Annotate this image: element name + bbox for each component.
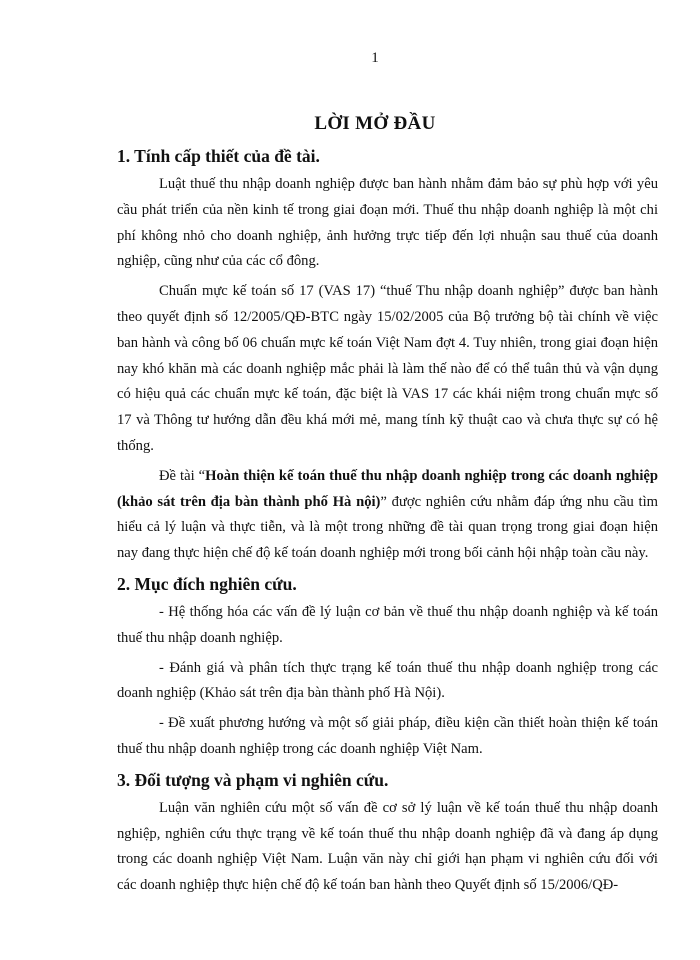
list-item: - Đề xuất phương hướng và một số giải pháp, điều kiện cần thiết hoàn thiện kế toán thuế thu nhập doanh nghiệp trong các doanh nghiệp Việt Nam. [117, 715, 658, 757]
section-heading-3: 3. Đối tượng và phạm vi nghiên cứu. [117, 769, 389, 790]
list-item: - Đánh giá và phân tích thực trạng kế toán thuế thu nhập doanh nghiệp trong các doanh nghiệp (Khảo sát trên địa bàn thành phố Hà Nội). [117, 659, 658, 702]
paragraph: Luận văn nghiên cứu một số vấn đề cơ sở lý luận về kế toán thuế thu nhập doanh nghiệp, nghiên cứu thực trạng về kế toán thuế thu nhập doanh nghiệp đã và đang áp dụng trong các doanh nghiệp Việt Nam. Luận văn này chỉ giới hạn phạm vi nghiên cứu đối với các doanh nghiệp thực hiện chế độ kế toán ban hành theo Quyết định số 15/2006/QĐ- [117, 799, 658, 894]
section-heading-2: 2. Mục đích nghiên cứu. [117, 573, 297, 594]
paragraph: Chuẩn mực kế toán số 17 (VAS 17) “thuế Thu nhập doanh nghiệp” được ban hành theo quyết định số 12/2005/QĐ-BTC ngày 15/02/2005 của Bộ trưởng bộ tài chính về việc ban hành và công bố 06 chuẩn mực kế toán Việt Nam đợt 4. Tuy nhiên, trong giai đoạn hiện nay khó khăn mà các doanh nghiệp mắc phải là làm thế nào để có thể tuân thủ và vận dụng có hiệu quả các chuẩn mực kế toán, đặc biệt là VAS 17 các khái niệm trong chuẩn mực số 17 và Thông tư hướng dẫn đều khá mới mẻ, mang tính kỹ thuật cao và chưa thực sự có hệ thống. [117, 283, 658, 454]
topic-title: Hoàn thiện kế toán thuế thu nhập doanh nghiệp trong các doanh nghiệp (khảo sát trên địa bàn thành phố Hà nội) [117, 467, 658, 510]
topic-prefix: Đề tài “ [159, 467, 206, 484]
topic-suffix: ” được nghiên cứu nhằm đáp ứng nhu cầu tìm hiểu cả lý luận và thực tiễn, và là một trong những đề tài quan trọng trong giai đoạn hiện nay đang thực hiện chế độ kế toán doanh nghiệp mới trong bối cảnh hội nhập toàn cầu này. [117, 493, 659, 562]
paragraph: Luật thuế thu nhập doanh nghiệp được ban hành nhằm đảm bảo sự phù hợp với yêu cầu phát triển của nền kinh tế trong giai đoạn mới. Thuế thu nhập doanh nghiệp là một chi phí không nhỏ cho doanh nghiệp, ảnh hưởng trực tiếp đến lợi nhuận sau thuế của doanh nghiệp, cũng như của các cổ đông. [117, 176, 658, 270]
list-item: - Hệ thống hóa các vấn đề lý luận cơ bản về thuế thu nhập doanh nghiệp và kế toán thuế thu nhập doanh nghiệp. [117, 603, 658, 646]
paragraph-topic [117, 464, 658, 567]
document-title: LỜI MỞ ĐẦU [314, 113, 436, 134]
page-number: 1 [371, 50, 379, 66]
document-body [117, 143, 658, 899]
section-heading-1: 1. Tính cấp thiết của đề tài. [117, 146, 320, 166]
